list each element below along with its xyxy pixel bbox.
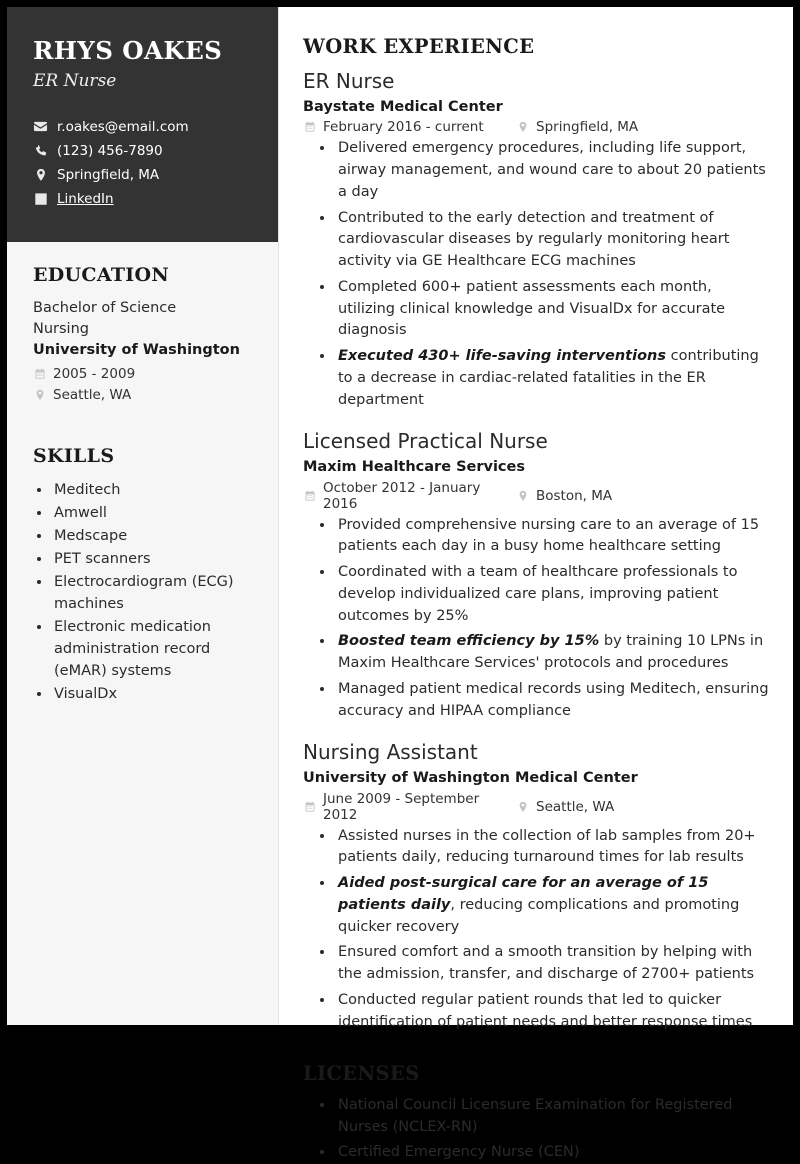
list-item [335,631,771,675]
education-heading: EDUCATION [33,264,169,286]
bullet-text: Ensured comfort and a smooth transition by helping with the admission, transfer, and discharge of 2700+ patients [338,944,755,983]
job-location-row [516,119,638,135]
list-item: • National Council Licensure Examination for Registered Nurses (NCLEX-RN) [335,1095,771,1139]
bullet-emphasis: Boosted team efficiency by 15% [338,633,600,650]
bullet-text: by training 10 LPNs in Maxim Healthcare Services' protocols and procedures [338,633,764,672]
map-pin-icon [516,121,529,134]
bullet-text: , reducing complications and promoting quicker recovery [338,896,740,935]
calendar-icon [303,121,316,134]
calendar-icon [303,800,316,813]
bullet-text: contributing to a decrease in cardiac-related fatalities in the ER department [338,348,759,408]
contact-list [33,118,252,209]
list-item [335,277,771,342]
bullet-text: Conducted regular patient rounds that led to quicker identification of patient needs and better response times [338,991,753,1030]
education-degree: Bachelor of Science [33,300,177,316]
education-location: Seattle, WA [53,386,132,403]
job-company: Baystate Medical Center [303,99,503,115]
bullet-emphasis: Executed 430+ life-saving interventions [338,348,666,365]
job-location: Springfield, MA [536,119,639,136]
resume-page [7,7,793,1160]
job-role: ER Nurse [303,69,395,93]
job-company: Maxim Healthcare Services [303,459,525,476]
licenses-section [303,1062,771,1163]
contact-email-text: r.oakes@email.com [57,118,189,135]
list-item [335,826,771,870]
job-bullets [303,515,771,723]
job-dates-row [303,119,516,135]
list-item: • PET scanners [52,548,252,570]
job-company: University of Washington Medical Center [303,770,638,787]
bullet-text: Delivered emergency procedures, including life support, airway management, and wound care to about 20 patients a day [338,140,766,200]
bullet-text: Managed patient medical records using Meditech, ensuring accuracy and HIPAA compliance [338,680,769,719]
job-bullets [303,826,771,1034]
list-item: • Meditech [52,479,252,501]
work-experience-heading: WORK EXPERIENCE [303,35,535,58]
job-meta [303,791,771,823]
licenses-heading: LICENSES [303,1062,420,1086]
skills-heading: SKILLS [33,444,115,467]
job-location-row [516,799,614,815]
education-school: University of Washington [33,342,240,359]
list-item [335,679,771,723]
list-item: • Certified Emergency Nurse (CEN) [335,1142,771,1164]
list-item: • Medscape [52,525,252,547]
linkedin-icon [33,192,48,207]
job-dates-row [303,480,516,512]
education-location-row [33,385,252,406]
map-pin-icon [516,800,529,813]
envelope-icon [33,119,48,134]
education-dates-row [33,364,252,385]
list-item [335,208,771,273]
list-item [335,138,771,203]
list-item: • VisualDx [52,683,252,705]
job-role: Licensed Practical Nurse [303,429,548,454]
list-item: • Amwell [52,502,252,524]
education-dates: 2005 - 2009 [53,365,136,382]
sidebar-body [7,242,278,705]
sidebar [7,7,279,1025]
contact-phone-text: (123) 456-7890 [57,142,163,159]
contact-item-linkedin[interactable] [33,190,252,208]
candidate-name: RHYS OAKES [33,36,223,65]
contact-item-phone[interactable] [33,142,252,160]
map-pin-icon [516,489,529,502]
sidebar-header [7,7,278,242]
contact-linkedin-link[interactable]: LinkedIn [57,191,114,208]
candidate-job-title: ER Nurse [33,71,117,92]
job-entry [303,428,771,722]
education-field: Nursing [33,321,89,338]
job-bullets [303,138,771,411]
list-item: • Electronic medication administration record (eMAR) systems [52,616,252,682]
list-item [335,942,771,986]
list-item [335,562,771,627]
licenses-list [303,1095,771,1163]
list-item [335,990,771,1034]
contact-item-email[interactable] [33,118,252,136]
job-meta [303,480,771,512]
skills-section [33,445,252,705]
skills-list [33,479,252,705]
job-entry [303,739,771,1033]
bullet-text: Provided comprehensive nursing care to an average of 15 patients each day in a busy home healthcare setting [338,516,760,555]
calendar-icon [303,489,316,502]
job-location: Seattle, WA [536,798,615,815]
list-item [335,515,771,559]
job-location: Boston, MA [536,487,613,504]
bullet-text: Completed 600+ patient assessments each month, utilizing clinical knowledge and VisualDx for accurate diagnosis [338,278,726,339]
map-pin-icon [33,168,48,183]
contact-location-text: Springfield, MA [57,167,160,183]
contact-item-location [33,166,252,184]
bullet-text: Contributed to the early detection and treatment of cardiovascular diseases by regularly monitoring heart activity via GE Healthcare ECG machines [338,209,730,270]
phone-icon [33,143,48,158]
list-item: • Electrocardiogram (ECG) machines [52,571,252,615]
map-pin-icon [33,389,46,402]
list-item [335,346,771,411]
job-role: Nursing Assistant [303,740,478,765]
list-item [335,873,771,938]
job-dates: February 2016 - current [323,119,484,136]
job-location-row [516,488,612,504]
calendar-icon [33,368,46,381]
bullet-text: Assisted nurses in the collection of lab samples from 20+ patients daily, reducing turnaround times for lab results [338,827,756,866]
job-dates: June 2009 - September 2012 [323,790,480,823]
bullet-emphasis: Aided post-surgical care for an average of 15 patients daily [338,875,709,913]
job-entry [303,68,771,411]
education-section [33,264,252,406]
job-dates: October 2012 - January 2016 [323,479,481,512]
job-dates-row [303,791,516,823]
job-meta [303,119,771,135]
bullet-text: Coordinated with a team of healthcare professionals to develop individualized care plans, improving patient outcomes by 25% [338,564,738,624]
main-column [279,7,793,1160]
